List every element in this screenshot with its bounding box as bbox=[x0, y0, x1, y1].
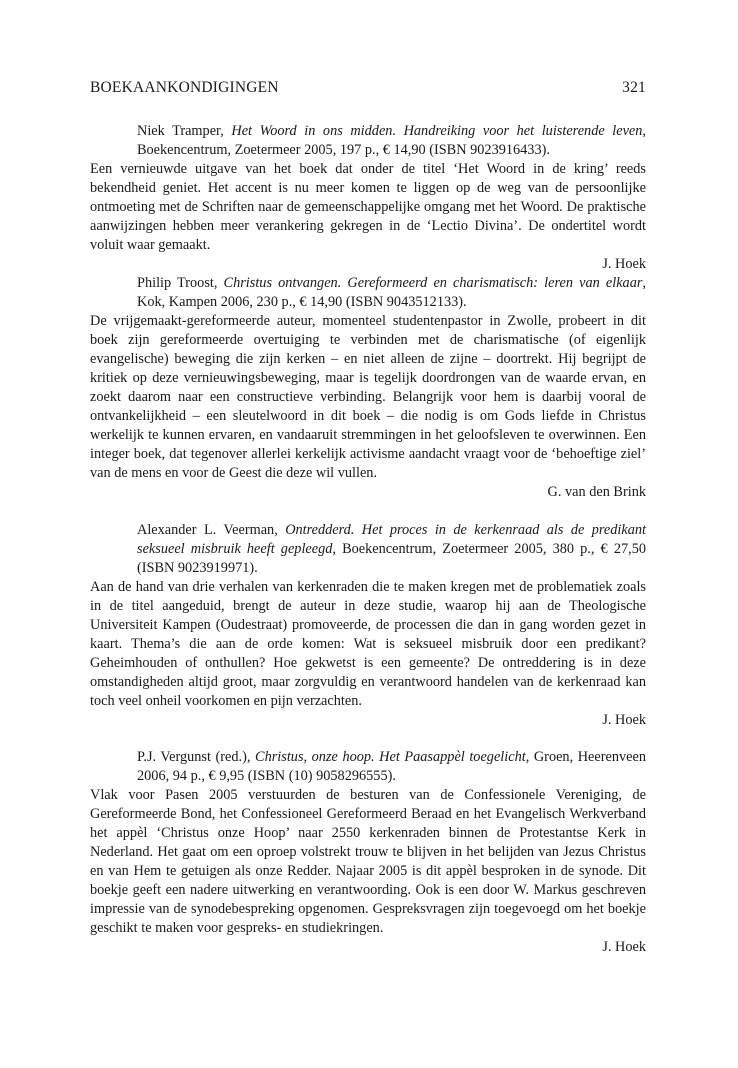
review-body: Vlak voor Pasen 2005 verstuurden de besturen van de Confessionele Vereniging, de Gereformeerde Bond, het Confessioneel Gereformeerd Beraad en het Evangelisch Werkverband het appèl ‘Christus onze Hoop’ naar 2550 kerkenraden binnen de Protestantse Kerk in Nederland. Het gaat om een oproep volstrekt trouw te blijven in het belijden van Jezus Christus en van Hem te getuigen als onze Redder. Najaar 2005 is dit appèl besproken in de synode. Dit boekje geeft een nadere uitwerking en verantwoording. Ook is een door W. Markus geschreven impressie van de synodebespreking opgenomen. Gespreksvragen zijn toegevoegd om het boekje geschikt te maken voor gespreks- en studiekringen. bbox=[90, 787, 646, 936]
running-head bbox=[90, 78, 646, 98]
citation-title: Het Woord in ons midden. Handreiking voor het luisterende leven bbox=[231, 123, 643, 139]
reviewer-name: J. Hoek bbox=[602, 256, 646, 272]
citation-title: Christus, onze hoop. Het Paasappèl toegelicht, bbox=[255, 749, 530, 765]
citation-author: Philip Troost, bbox=[137, 275, 224, 291]
citation-author: Alexander L. Veerman, bbox=[137, 522, 286, 538]
citation-title: Ontredderd. Het proces in de kerkenraad als de predikant seksueel misbruik heeft gepleegd bbox=[137, 522, 647, 557]
citation-publication: , Boekencentrum, Zoetermeer 2005, 380 p., € 27,50 (ISBN 9023919971). bbox=[137, 541, 646, 576]
review-body: Aan de hand van drie verhalen van kerkenraden die te maken kregen met de problematiek zoals in de titel aangeduid, brengt de auteur in deze studie, waarop hij aan de Theologische Universiteit Kampen (Oudestraat) promoveerde, de processen die dan in gang worden gezet in kaart. Thema’s die aan de orde komen: Wat is seksueel misbruik door een predikant? Geheimhouden of onthullen? Hoe gekwetst is een gemeente? De ontreddering is in deze omstandigheden altijd groot, maar zorgvuldig en verantwoord handelen van de kerkenraad kan toch veel onheil voorkomen en pijn verzachten. bbox=[90, 579, 646, 709]
book-review-3 bbox=[90, 521, 646, 730]
book-citation bbox=[90, 521, 646, 578]
reviewer-name: J. Hoek bbox=[602, 712, 646, 728]
book-citation bbox=[90, 122, 646, 160]
review-body: De vrijgemaakt-gereformeerde auteur, momenteel studentenpastor in Zwolle, probeert in dit boek zijn gereformeerde overtuiging te verbinden met de charismatische (of eigenlijk evangelische) beweging die zijn kerken – en niet alleen de zijne – doortrekt. Hij begrijpt de kritiek op deze vernieuwingsbeweging, maar is tegelijk doordrongen van de waarde ervan, en zoekt daarom naar een constructieve verbinding. Belangrijk voor hem is daarbij vooral de ontvankelijkheid – een sleutelwoord in dit boek – die nodig is om Gods liefde in Christus werkelijk te kunnen ervaren, en vandaaruit stremmingen in het geloofsleven te overwinnen. Een integer boek, dat tegenover allerlei kerkelijk activisme aandacht vraagt voor de ‘behoeftige ziel’ van de mens en voor de Geest die deze wil vullen. bbox=[90, 313, 646, 481]
section-title: BOEKAANKONDIGINGEN bbox=[90, 79, 279, 96]
book-review-1 bbox=[90, 122, 646, 274]
page-number: 321 bbox=[622, 79, 646, 96]
review-body: Een vernieuwde uitgave van het boek dat onder de titel ‘Het Woord in de kring’ reeds bekendheid geniet. Het accent is nu meer komen te liggen op de weg van de persoonlijke ontmoeting met de Schriften naar de gemeenschappelijke omgang met het Woord. De praktische aanwijzingen hebben meer verankering gekregen in de ‘Lectio Divina’. De ondertitel wordt voluit waar gemaakt. bbox=[90, 161, 646, 253]
book-review-2 bbox=[90, 274, 646, 502]
reviewer-name: G. van den Brink bbox=[547, 484, 646, 500]
reviewer-name: J. Hoek bbox=[602, 939, 646, 955]
book-citation bbox=[90, 748, 646, 786]
citation-author: P.J. Vergunst (red.), bbox=[137, 749, 256, 765]
book-review-4 bbox=[90, 748, 646, 957]
book-citation bbox=[90, 274, 646, 312]
citation-publication: Groen, Heerenveen 2006, 94 p., € 9,95 (ISBN (10) 9058296555). bbox=[137, 749, 646, 784]
citation-publication: , Boekencentrum, Zoetermeer 2005, 197 p., € 14,90 (ISBN 9023916433). bbox=[137, 123, 646, 158]
citation-author: Niek Tramper, bbox=[137, 123, 232, 139]
citation-publication: , Kok, Kampen 2006, 230 p., € 14,90 (ISBN 9043512133). bbox=[137, 275, 646, 310]
citation-title: Christus ontvangen. Gereformeerd en charismatisch: leren van elkaar bbox=[223, 275, 643, 291]
